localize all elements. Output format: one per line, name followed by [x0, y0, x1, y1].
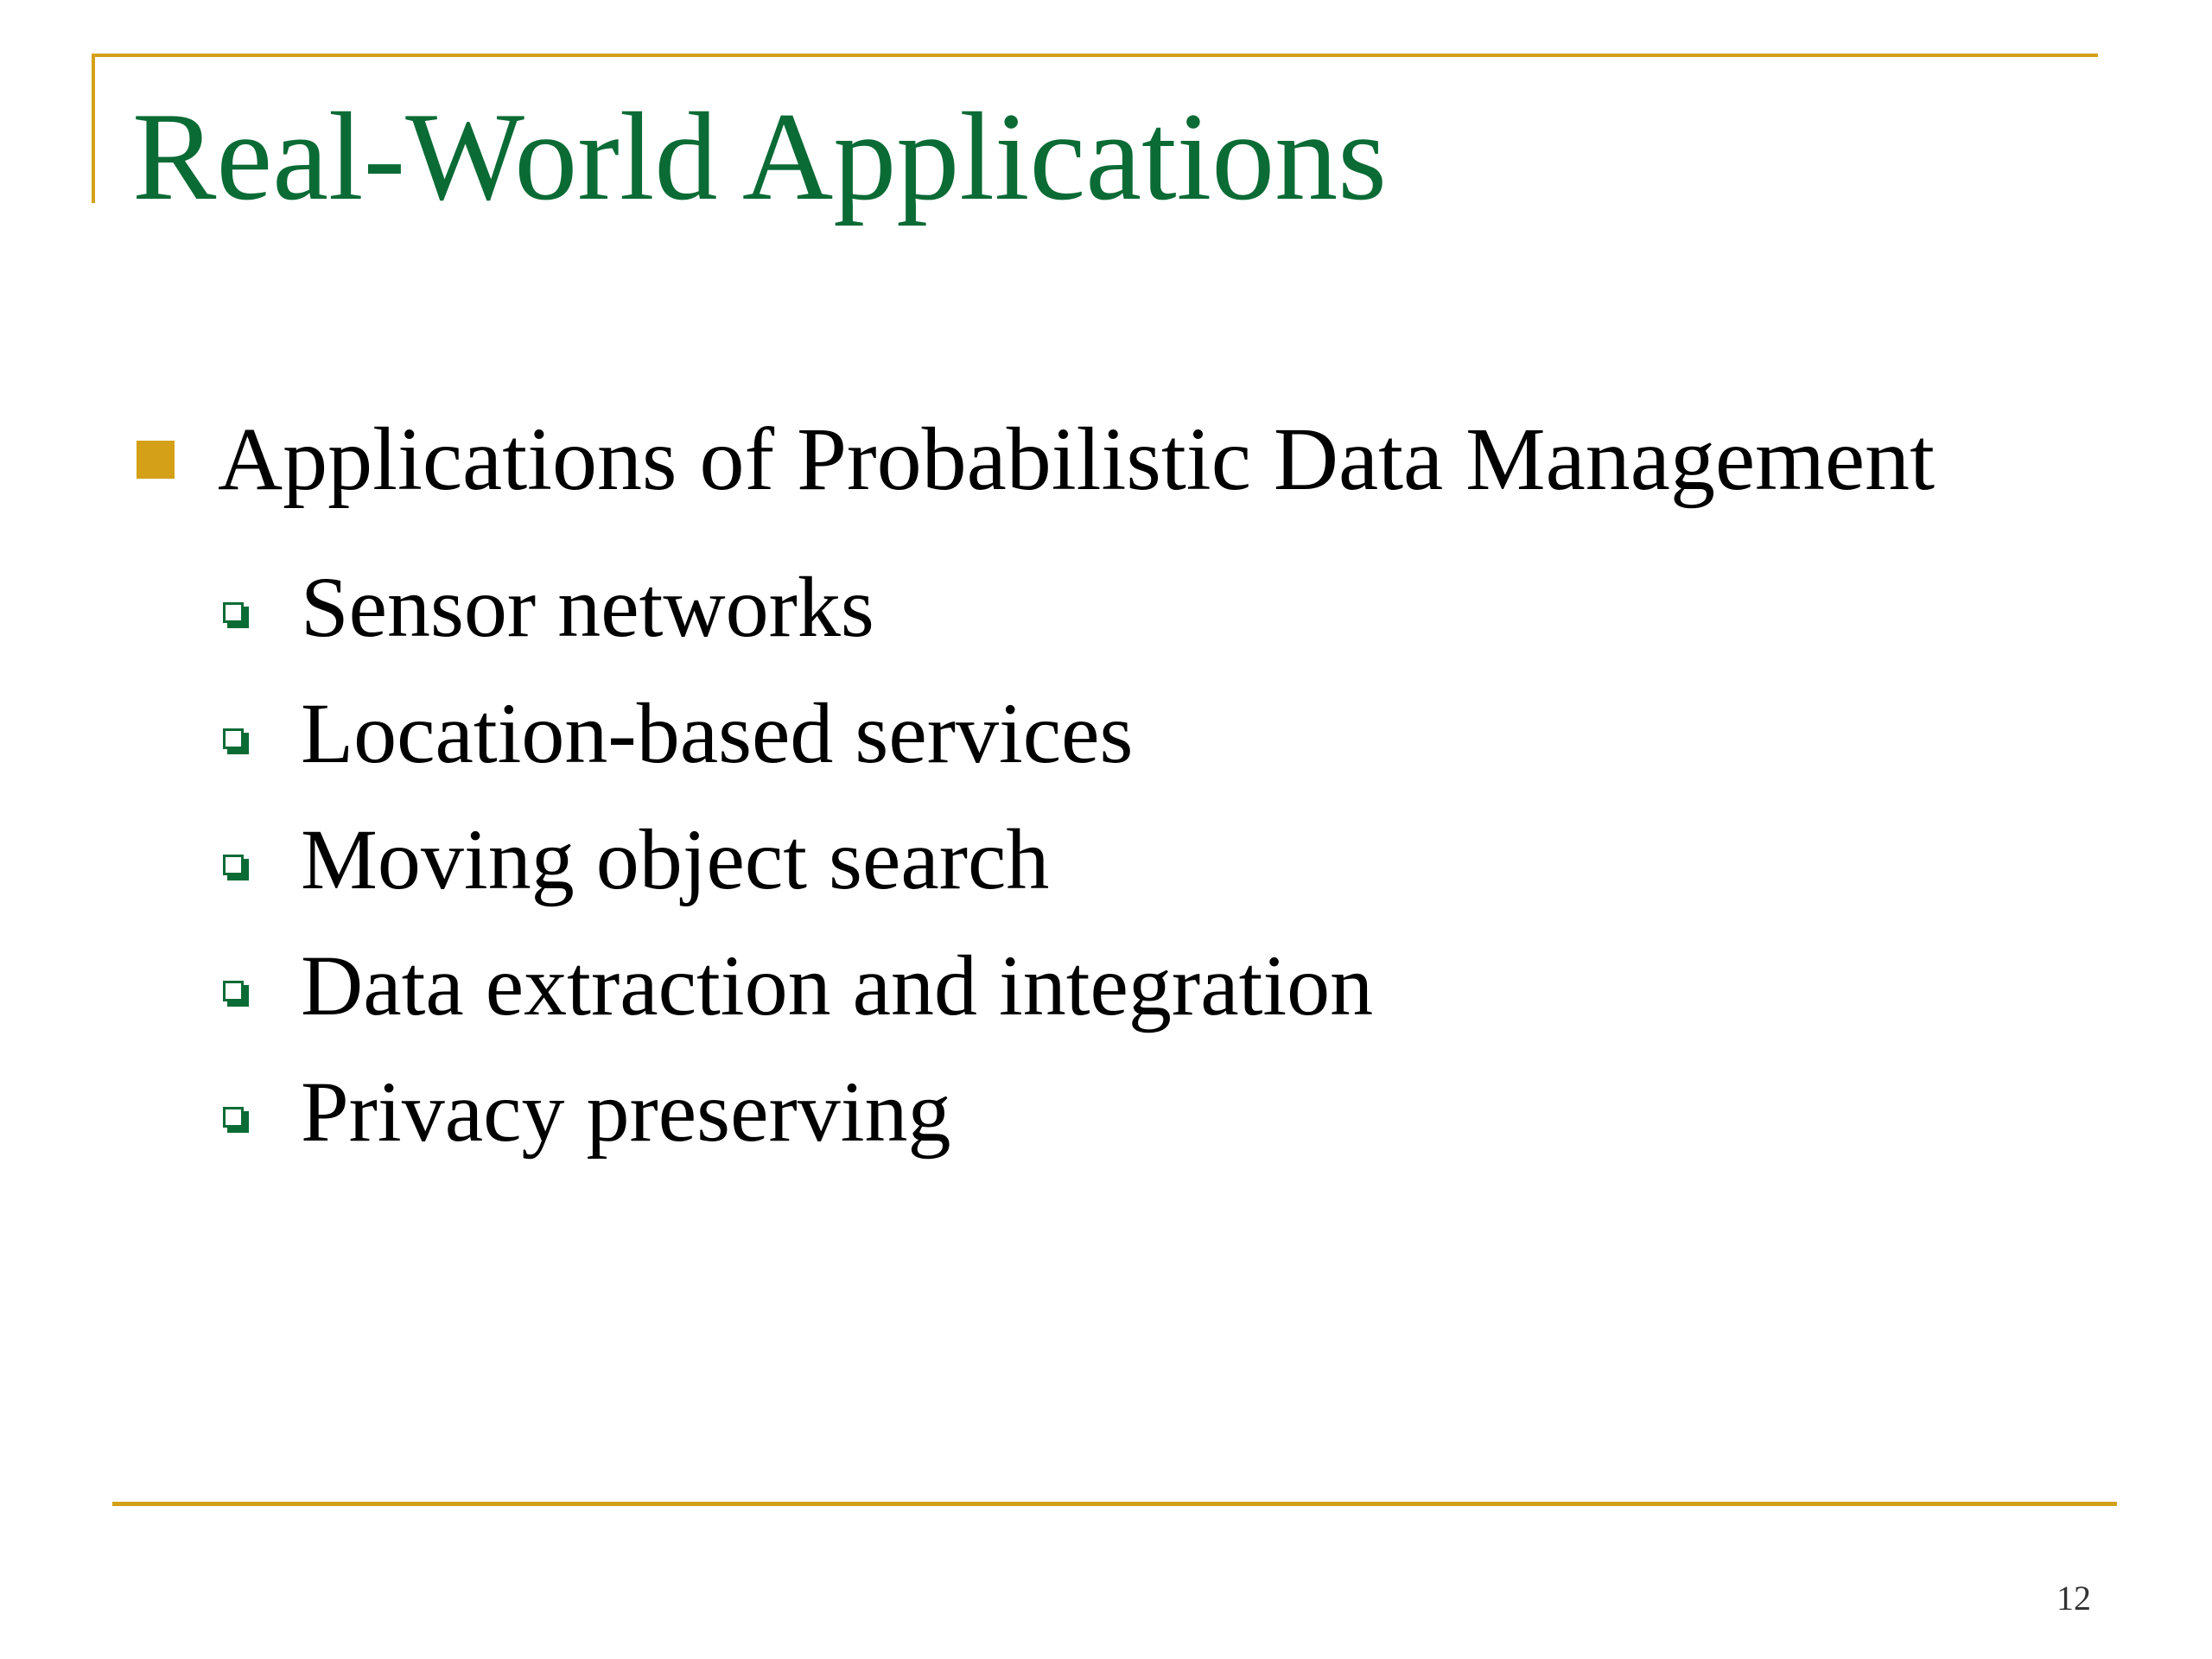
main-bullet: [137, 410, 1936, 509]
slide-title: Real-World Applications: [132, 86, 1388, 226]
sub-bullet-item: [223, 1049, 1373, 1175]
sub-bullet-item: [223, 923, 1373, 1049]
sub-bullet-list: [223, 544, 1373, 1175]
sub-bullet-text: Data extraction and integration: [301, 938, 1374, 1033]
sub-bullet-text: Sensor networks: [301, 559, 874, 655]
shadowed-square-bullet-icon: [223, 1107, 249, 1133]
filled-square-icon: [137, 441, 175, 479]
shadowed-square-bullet-icon: [223, 728, 249, 754]
title-frame-left-rule: [92, 54, 95, 203]
sub-bullet-item: [223, 797, 1373, 923]
main-bullet-text: Applications of Probabilistic Data Management: [218, 410, 1936, 509]
shadowed-square-bullet-icon: [223, 981, 249, 1007]
sub-bullet-text: Location-based services: [301, 685, 1134, 781]
shadowed-square-bullet-icon: [223, 855, 249, 880]
sub-bullet-text: Privacy preserving: [301, 1064, 951, 1160]
title-frame-top-rule: [92, 54, 2098, 57]
sub-bullet-item: [223, 544, 1373, 671]
page-number: 12: [2056, 1579, 2091, 1618]
shadowed-square-bullet-icon: [223, 602, 249, 628]
footer-rule: [112, 1502, 2117, 1506]
sub-bullet-text: Moving object search: [301, 811, 1050, 907]
sub-bullet-item: [223, 671, 1373, 797]
